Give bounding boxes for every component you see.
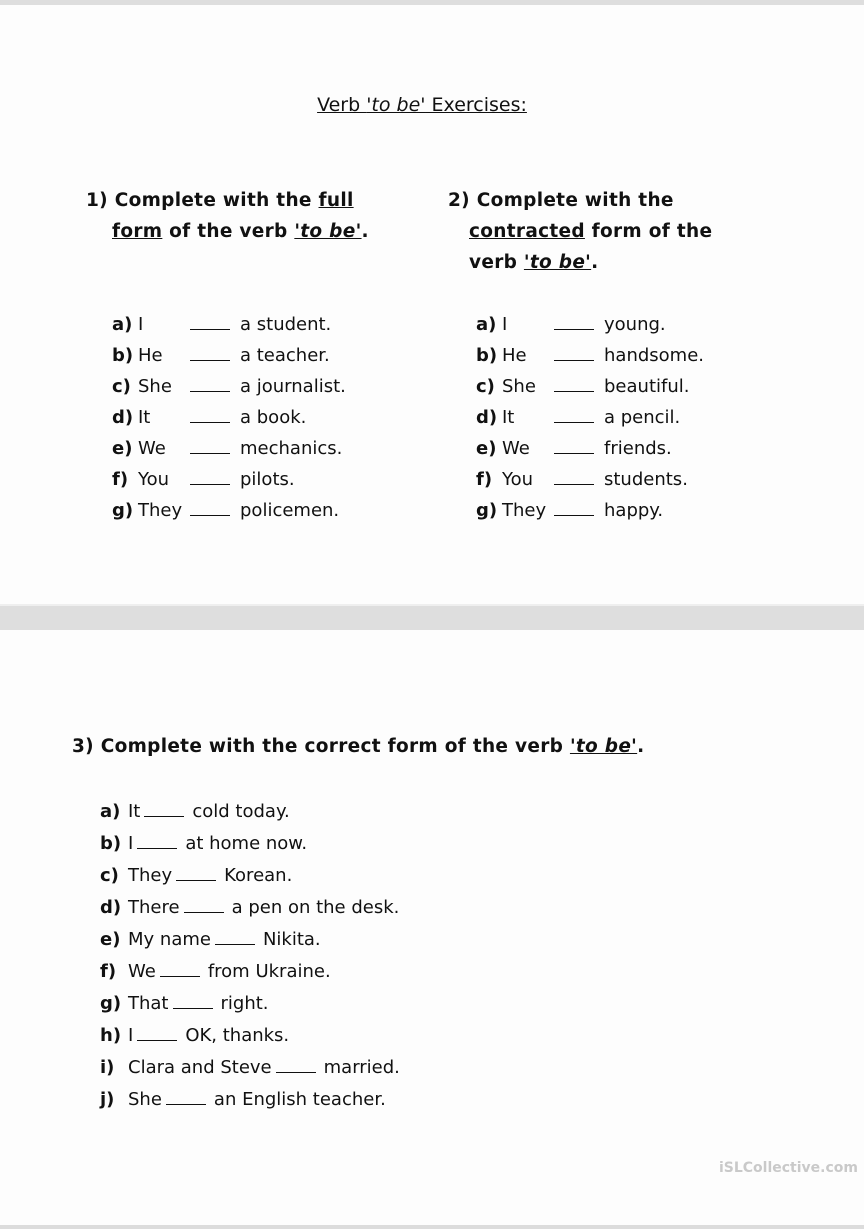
item-letter: b) <box>112 345 134 366</box>
item-subject: She <box>138 376 172 397</box>
item-rest: beautiful. <box>604 376 690 397</box>
item-subject: There <box>128 897 180 918</box>
answer-blank[interactable] <box>554 433 594 454</box>
item-rest: Korean. <box>224 865 293 886</box>
item-rest: policemen. <box>240 500 340 521</box>
item-letter: h) <box>100 1025 122 1046</box>
answer-blank[interactable] <box>554 340 594 361</box>
answer-blank[interactable] <box>215 924 255 945</box>
item-subject: We <box>138 438 166 459</box>
exercise-1-instructions: 1) Complete with the full form of the verb 'to be'. <box>86 190 369 242</box>
exercise-item <box>100 796 290 827</box>
item-rest: Nikita. <box>262 929 321 950</box>
item-letter: d) <box>112 407 134 428</box>
item-rest: students. <box>604 469 688 490</box>
item-letter: j) <box>100 1089 115 1110</box>
item-rest: from Ukraine. <box>207 961 331 982</box>
answer-blank[interactable] <box>190 433 230 454</box>
answer-blank[interactable] <box>554 371 594 392</box>
item-subject: My name <box>128 929 211 950</box>
exercise-item <box>476 340 704 371</box>
exercise-item <box>100 1052 400 1083</box>
item-letter: g) <box>100 993 122 1014</box>
item-letter: g) <box>476 500 498 521</box>
exercise-item <box>112 464 295 495</box>
answer-blank[interactable] <box>176 860 216 881</box>
item-letter: b) <box>100 833 122 854</box>
watermark: iSLCollective.com <box>718 1160 858 1176</box>
item-letter: g) <box>112 500 134 521</box>
exercise-item <box>112 309 331 340</box>
bottom-border <box>0 1225 864 1229</box>
item-subject: You <box>502 469 534 490</box>
exercise-item <box>100 1084 386 1115</box>
answer-blank[interactable] <box>137 828 177 849</box>
item-rest: an English teacher. <box>213 1089 386 1110</box>
answer-blank[interactable] <box>554 464 594 485</box>
exercise-item <box>100 924 321 955</box>
exercise-item <box>112 340 330 371</box>
item-subject: It <box>138 407 151 428</box>
item-subject: They <box>138 500 183 521</box>
answer-blank[interactable] <box>173 988 213 1009</box>
answer-blank[interactable] <box>276 1052 316 1073</box>
answer-blank[interactable] <box>554 309 594 330</box>
item-rest: friends. <box>604 438 672 459</box>
exercise-item <box>112 371 346 402</box>
item-rest: a pen on the desk. <box>231 897 400 918</box>
answer-blank[interactable] <box>160 956 200 977</box>
answer-blank[interactable] <box>166 1084 206 1105</box>
answer-blank[interactable] <box>554 402 594 423</box>
item-letter: f) <box>476 469 493 490</box>
item-rest: pilots. <box>240 469 295 490</box>
item-subject: She <box>502 376 536 397</box>
answer-blank[interactable] <box>144 796 184 817</box>
answer-blank[interactable] <box>137 1020 177 1041</box>
item-letter: i) <box>100 1057 115 1078</box>
item-rest: at home now. <box>185 833 308 854</box>
item-subject: He <box>138 345 163 366</box>
exercise-item <box>112 433 342 464</box>
item-subject: I <box>128 833 134 854</box>
item-letter: d) <box>100 897 122 918</box>
exercise-item <box>476 433 672 464</box>
exercise-item <box>100 892 399 923</box>
answer-blank[interactable] <box>190 402 230 423</box>
item-rest: a pencil. <box>604 407 681 428</box>
item-subject: We <box>128 961 156 982</box>
item-subject: You <box>138 469 170 490</box>
item-letter: d) <box>476 407 498 428</box>
page-title: Verb 'to be' Exercises: <box>317 94 527 116</box>
item-letter: a) <box>476 314 497 335</box>
item-rest: cold today. <box>192 801 290 822</box>
exercise-item <box>476 495 663 526</box>
exercise-item <box>476 309 666 340</box>
answer-blank[interactable] <box>190 340 230 361</box>
exercise-item <box>112 495 339 526</box>
exercise-item <box>100 956 331 987</box>
item-rest: young. <box>604 314 666 335</box>
answer-blank[interactable] <box>190 371 230 392</box>
item-subject: They <box>128 865 173 886</box>
exercise-item <box>100 988 269 1019</box>
exercise-item <box>476 402 680 433</box>
item-rest: a journalist. <box>240 376 346 397</box>
exercise-item <box>112 402 306 433</box>
item-rest: mechanics. <box>240 438 343 459</box>
item-subject: They <box>502 500 547 521</box>
item-subject: We <box>502 438 530 459</box>
item-letter: e) <box>112 438 133 459</box>
exercise-item <box>476 371 689 402</box>
item-rest: a teacher. <box>240 345 330 366</box>
exercise-3-instructions: 3) Complete with the correct form of the verb 'to be'. <box>72 736 645 757</box>
exercise-item <box>476 464 688 495</box>
answer-blank[interactable] <box>190 464 230 485</box>
item-subject: It <box>128 801 141 822</box>
item-letter: a) <box>100 801 121 822</box>
item-letter: c) <box>476 376 495 397</box>
item-rest: a student. <box>240 314 332 335</box>
item-letter: e) <box>100 929 121 950</box>
item-letter: a) <box>112 314 133 335</box>
exercise-item <box>100 1020 289 1051</box>
exercise-2-instructions: 2) Complete with the contracted form of the verb 'to be'. <box>448 190 713 273</box>
exercise-item <box>100 828 307 859</box>
top-strip <box>0 0 864 5</box>
page-separator <box>0 604 864 630</box>
item-rest: right. <box>220 993 269 1014</box>
item-subject: I <box>502 314 508 335</box>
item-letter: b) <box>476 345 498 366</box>
item-rest: OK, thanks. <box>185 1025 290 1046</box>
item-subject: It <box>502 407 515 428</box>
item-subject: She <box>128 1089 162 1110</box>
answer-blank[interactable] <box>184 892 224 913</box>
item-letter: f) <box>100 961 117 982</box>
item-rest: a book. <box>240 407 307 428</box>
item-letter: f) <box>112 469 129 490</box>
item-letter: c) <box>112 376 131 397</box>
item-subject: Clara and Steve <box>128 1057 272 1078</box>
item-letter: e) <box>476 438 497 459</box>
answer-blank[interactable] <box>190 495 230 516</box>
answer-blank[interactable] <box>190 309 230 330</box>
item-letter: c) <box>100 865 119 886</box>
item-rest: handsome. <box>604 345 704 366</box>
item-rest: happy. <box>604 500 664 521</box>
item-subject: I <box>128 1025 134 1046</box>
item-subject: That <box>128 993 169 1014</box>
item-subject: He <box>502 345 527 366</box>
answer-blank[interactable] <box>554 495 594 516</box>
item-subject: I <box>138 314 144 335</box>
item-rest: married. <box>323 1057 400 1078</box>
exercise-item <box>100 860 292 891</box>
